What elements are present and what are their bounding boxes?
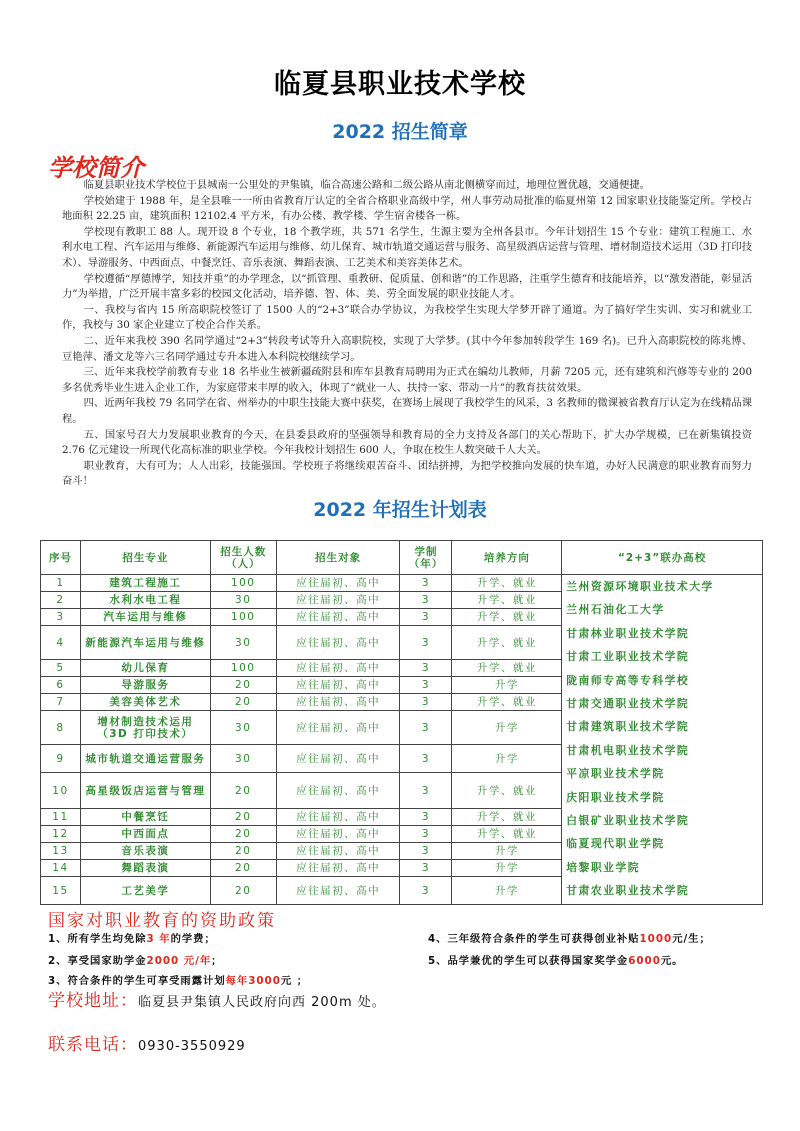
cell-target: 应往届初、高中 — [276, 711, 400, 745]
cell-count: 30 — [210, 592, 276, 609]
cell-target: 应往届初、高中 — [276, 592, 400, 609]
header-target: 招生对象 — [276, 541, 400, 575]
partner-school: 陇南师专高等专科学校 — [566, 673, 690, 687]
cell-years: 3 — [400, 677, 452, 694]
cell-count: 30 — [210, 711, 276, 745]
contact-phone — [48, 1030, 246, 1055]
cell-major: 增材制造技术运用（3D 打印技术） — [80, 711, 210, 745]
partner-school: 平凉职业技术学院 — [566, 767, 665, 781]
partner-school: 兰州资源环境职业技术大学 — [566, 580, 714, 593]
phone-value: 0930-3550929 — [138, 1039, 246, 1054]
policy-item-4 — [428, 930, 711, 945]
cell-years: 3 — [400, 609, 452, 626]
partner-schools — [562, 575, 763, 905]
policy-text: 元。 — [660, 955, 684, 967]
partner-school: 甘肃建筑职业技术学院 — [566, 720, 690, 734]
cell-count: 20 — [210, 843, 276, 860]
table-row — [41, 575, 763, 592]
cell-no: 10 — [41, 773, 81, 809]
header-direction: 培养方向 — [452, 541, 562, 575]
intro-heading: 学校简介 — [48, 153, 144, 182]
intro-paragraph: 三、近年来我校学前教育专业 18 名毕业生被新疆疏附县和库车县教育局聘用为正式在编幼儿教师，月薪 7205 元，还有建筑和汽修等专业的 200 多名优秀毕业生进入企业工作，为家庭带来丰厚的收入，体现了“就业一人、扶持一家、带动一片”的教育扶贫效果。 — [62, 366, 752, 394]
cell-target: 应往届初、高中 — [276, 694, 400, 711]
policy-text: 1、所有学生均免除 — [48, 933, 147, 945]
cell-years: 3 — [400, 877, 452, 905]
cell-count: 100 — [210, 575, 276, 592]
cell-no: 11 — [41, 809, 81, 826]
policy-text: ； — [211, 955, 223, 967]
policy-item-5 — [428, 952, 683, 967]
policy-text: 2、享受国家助学金 — [48, 955, 147, 967]
cell-target: 应往届初、高中 — [276, 843, 400, 860]
intro-text — [62, 178, 752, 490]
page-subtitle: 2022 招生简章 — [332, 121, 468, 143]
cell-target: 应往届初、高中 — [276, 626, 400, 660]
cell-direction: 升学、就业 — [452, 694, 562, 711]
cell-no: 14 — [41, 860, 81, 877]
address-label: 学校地址： — [48, 991, 138, 1011]
policy-highlight: 3 年 — [146, 933, 171, 945]
cell-count: 30 — [210, 626, 276, 660]
cell-years: 3 — [400, 773, 452, 809]
cell-direction: 升学 — [452, 745, 562, 773]
cell-major: 高星级饭店运营与管理 — [80, 773, 210, 809]
address-value: 临夏县尹集镇人民政府向西 200m 处。 — [138, 995, 386, 1010]
cell-direction: 升学、就业 — [452, 773, 562, 809]
cell-count: 20 — [210, 826, 276, 843]
cell-target: 应往届初、高中 — [276, 860, 400, 877]
cell-count: 20 — [210, 694, 276, 711]
plan-title: 2022 年招生计划表 — [313, 499, 487, 521]
cell-major: 城市轨道交通运营服务 — [80, 745, 210, 773]
cell-years: 3 — [400, 843, 452, 860]
partner-school: 培黎职业学院 — [566, 860, 641, 874]
partner-school: 甘肃机电职业技术学院 — [566, 743, 690, 757]
cell-no: 4 — [41, 626, 81, 660]
cell-direction: 升学、就业 — [452, 575, 562, 592]
partner-school: 兰州石油化工大学 — [566, 603, 665, 617]
cell-major: 中西面点 — [80, 826, 210, 843]
policy-item-2 — [48, 952, 222, 967]
policy-title: 国家对职业教育的资助政策 — [48, 911, 276, 931]
cell-count: 100 — [210, 609, 276, 626]
school-address — [48, 990, 398, 1014]
cell-years: 3 — [400, 745, 452, 773]
intro-paragraph: 五、国家号召大力发展职业教育的今天，在县委县政府的坚强领导和教育局的全力支持及各部门的关心帮助下，扩大办学规模，已在新集镇投资 2.76 亿元建设一所现代化高标准的职业学校。今年我校计划招生 600 人，争取在校生人数突破千人大关。 — [62, 428, 752, 457]
cell-major: 中餐烹饪 — [80, 809, 210, 826]
partner-school: 甘肃工业职业技术学院 — [566, 650, 690, 664]
partner-school: 临夏现代职业学院 — [566, 837, 665, 851]
header-index: 序号 — [41, 541, 81, 575]
cell-target: 应往届初、高中 — [276, 660, 400, 677]
cell-major: 新能源汽车运用与维修 — [80, 626, 210, 660]
policy-highlight: 2000 元/年 — [146, 955, 212, 967]
cell-target: 应往届初、高中 — [276, 877, 400, 905]
intro-paragraph: 二、近年来我校 390 名同学通过“2+3”转段考试等升入高职院校，实现了大学梦。(其中今年参加转段学生 169 名)。已升入高职院校的陈兆博、豆艳萍、潘文龙等六三名同学通过专升本进入本科院校继续学习。 — [62, 334, 752, 363]
cell-count: 30 — [210, 745, 276, 773]
cell-major: 工艺美学 — [80, 877, 210, 905]
table-header-row — [41, 541, 763, 575]
cell-count: 20 — [210, 809, 276, 826]
cell-direction: 升学、就业 — [452, 660, 562, 677]
page-title: 临夏县职业技术学校 — [274, 69, 526, 100]
intro-paragraph: 一、我校与省内 15 所高职院校签订了 1500 人的“2+3”联合办学协议，为我校学生实现大学梦开辟了通道。为了搞好学生实训、实习和就业工作，我校与 30 家企业建立了校企合作关系。 — [62, 303, 752, 332]
enrollment-plan-table — [40, 540, 763, 905]
cell-count: 20 — [210, 877, 276, 905]
cell-major: 水利水电工程 — [80, 592, 210, 609]
partner-school: 庆阳职业技术学院 — [566, 790, 665, 804]
cell-no: 5 — [41, 660, 81, 677]
policy-text: 3、符合条件的学生可享受雨露计划 — [48, 975, 226, 987]
intro-paragraph: 学校遵循“厚德博学，知技并重”的办学理念，以“抓管理、重教研、促质量、创和谐”的工作思路，注重学生德育和技能培养，以“激发潜能，彰显活力”为举措，广泛开展丰富多彩的校园文化活动，培养德、智、体、美、劳全面发展的职业技能人才。 — [62, 272, 752, 301]
cell-major: 导游服务 — [80, 677, 210, 694]
cell-years: 3 — [400, 660, 452, 677]
cell-years: 3 — [400, 694, 452, 711]
policy-highlight: 每年 — [225, 975, 249, 987]
cell-count: 20 — [210, 773, 276, 809]
cell-years: 3 — [400, 575, 452, 592]
cell-target: 应往届初、高中 — [276, 826, 400, 843]
cell-count: 20 — [210, 677, 276, 694]
cell-direction: 升学、就业 — [452, 609, 562, 626]
intro-paragraph: 学校始建于 1988 年，是全县唯一一所由省教育厅认定的全省合格职业高级中学，州人事劳动局批准的临夏州第 12 国家职业技能鉴定所。学校占地面积 22.25 亩，建筑面积 12102.4 平方米，有办公楼、教学楼、学生宿舍楼各一栋。 — [62, 194, 752, 223]
cell-direction: 升学 — [452, 860, 562, 877]
cell-target: 应往届初、高中 — [276, 745, 400, 773]
cell-no: 6 — [41, 677, 81, 694]
cell-years: 3 — [400, 711, 452, 745]
policy-item-1 — [48, 930, 216, 945]
intro-paragraph: 临夏县职业技术学校位于县城南一公里处的尹集镇，临合高速公路和二级公路从南北侧横穿而过，地理位置优越，交通便捷。 — [83, 179, 650, 191]
cell-major: 美容美体艺术 — [80, 694, 210, 711]
cell-direction: 升学、就业 — [452, 592, 562, 609]
partner-school: 甘肃林业职业技术学院 — [566, 626, 690, 640]
policy-text: 元 ； — [280, 975, 309, 987]
partner-school: 甘肃交通职业技术学院 — [566, 697, 690, 711]
cell-major: 舞蹈表演 — [80, 860, 210, 877]
cell-years: 3 — [400, 860, 452, 877]
cell-direction: 升学 — [452, 677, 562, 694]
cell-direction: 升学、就业 — [452, 626, 562, 660]
cell-no: 13 — [41, 843, 81, 860]
cell-major: 建筑工程施工 — [80, 575, 210, 592]
cell-direction: 升学 — [452, 711, 562, 745]
cell-no: 8 — [41, 711, 81, 745]
intro-paragraph: 四、近两年我校 79 名同学在省、州举办的中职生技能大赛中获奖，在赛场上展现了我校学生的风采，3 名教师的微课被省教育厅认定为在线精品课程。 — [62, 397, 752, 425]
cell-no: 1 — [41, 575, 81, 592]
policy-highlight: 6000 — [628, 955, 661, 967]
cell-years: 3 — [400, 592, 452, 609]
cell-target: 应往届初、高中 — [276, 773, 400, 809]
policy-text: 的学费； — [170, 933, 216, 945]
cell-direction: 升学 — [452, 877, 562, 905]
header-years: 学制（年） — [400, 541, 452, 575]
cell-target: 应往届初、高中 — [276, 609, 400, 626]
phone-label: 联系电话： — [48, 1035, 138, 1055]
policy-highlight: 3000 — [248, 975, 281, 987]
cell-target: 应往届初、高中 — [276, 677, 400, 694]
cell-count: 100 — [210, 660, 276, 677]
cell-major: 汽车运用与维修 — [80, 609, 210, 626]
cell-count: 20 — [210, 860, 276, 877]
policy-text: 4、三年级符合条件的学生可获得创业补贴 — [428, 933, 640, 945]
policy-highlight: 1000 — [639, 933, 673, 945]
cell-years: 3 — [400, 626, 452, 660]
cell-no: 7 — [41, 694, 81, 711]
header-partners: “2+3”联办高校 — [562, 541, 763, 575]
cell-direction: 升学、就业 — [452, 809, 562, 826]
cell-major: 幼儿保育 — [80, 660, 210, 677]
cell-no: 9 — [41, 745, 81, 773]
cell-target: 应往届初、高中 — [276, 575, 400, 592]
cell-no: 12 — [41, 826, 81, 843]
header-major: 招生专业 — [80, 541, 210, 575]
policy-item-3 — [48, 972, 308, 987]
policy-text: 元/生； — [672, 933, 711, 945]
cell-direction: 升学 — [452, 843, 562, 860]
cell-years: 3 — [400, 809, 452, 826]
intro-paragraph: 职业教育，大有可为；人人出彩，技能强国。学校班子将继续艰苦奋斗、团结拼搏，为把学校推向发展的快车道，办好人民满意的职业教育而努力奋斗！ — [62, 459, 752, 488]
cell-direction: 升学、就业 — [452, 826, 562, 843]
cell-major: 音乐表演 — [80, 843, 210, 860]
intro-paragraph: 学校现有教职工 88 人。现开设 8 个专业，18 个教学班，共 571 名学生，生源主要为全州各县市。今年计划招生 15 个专业：建筑工程施工、水利水电工程、汽车运用与维修、新能源汽车运用与维修、幼儿保育、城市轨道交通运营与服务、高星级酒店运营与管理、增材制造技术运用（3D 打印技术）、导游服务、中西面点、中餐烹饪、音乐表演、舞蹈表演、工艺美术和美容美体艺术。 — [62, 225, 752, 269]
partner-school: 白银矿业职业技术学院 — [566, 814, 690, 828]
header-count: 招生人数（人） — [210, 541, 276, 575]
cell-no: 2 — [41, 592, 81, 609]
partner-school: 甘肃农业职业技术学院 — [566, 884, 690, 898]
cell-years: 3 — [400, 826, 452, 843]
policy-text: 5、品学兼优的学生可以获得国家奖学金 — [428, 955, 629, 967]
cell-no: 15 — [41, 877, 81, 905]
cell-target: 应往届初、高中 — [276, 809, 400, 826]
cell-no: 3 — [41, 609, 81, 626]
